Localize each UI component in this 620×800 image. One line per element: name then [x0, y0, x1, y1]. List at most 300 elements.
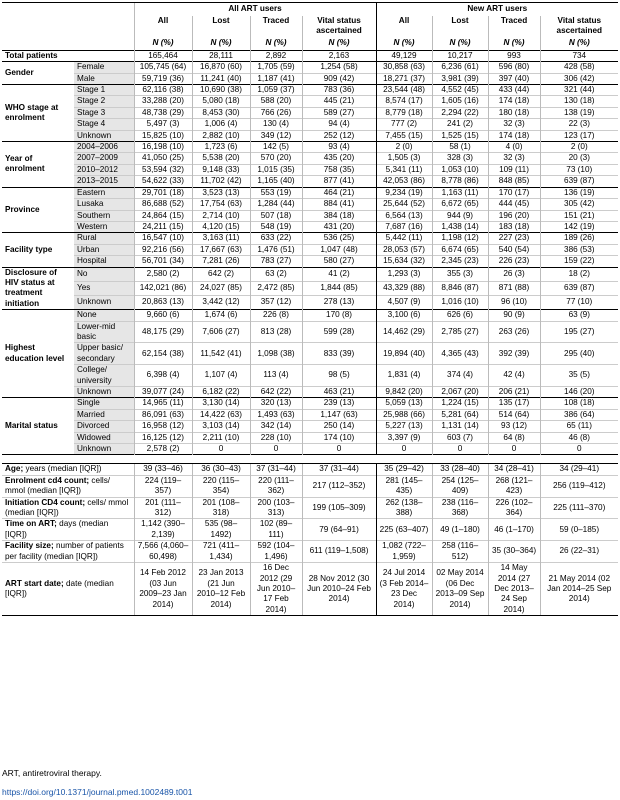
table-row [2, 365, 618, 387]
subcategory-label: Yes [74, 281, 134, 295]
subcategory-label: Stage 4 [74, 119, 134, 130]
table-cell: 1,505 (3) [376, 153, 432, 164]
table-row [2, 130, 618, 141]
table-row [2, 176, 618, 187]
table-cell: 254 (125–409) [432, 475, 488, 497]
n-percent-label: N (%) [134, 37, 192, 51]
table-cell: 226 (102–364) [488, 497, 540, 519]
table-cell: 228 (10) [250, 432, 302, 443]
table-cell: 225 (63–407) [376, 519, 432, 541]
table-cell: 1,163 (11) [432, 187, 488, 198]
table-cell: 5,227 (13) [376, 421, 432, 432]
subcategory-label: Hospital [74, 256, 134, 267]
table-cell: 28,053 (57) [376, 244, 432, 255]
table-cell: 62,154 (38) [134, 343, 192, 365]
table-cell: 2,580 (2) [134, 267, 192, 281]
table-cell: 263 (26) [488, 321, 540, 343]
table-cell: 63 (9) [540, 310, 618, 321]
table-cell: 62,116 (38) [134, 85, 192, 96]
table-cell: 201 (108–318) [192, 497, 250, 519]
category-label: Gender [2, 62, 74, 85]
table-cell: 540 (54) [488, 244, 540, 255]
table-cell: 37 (31–44) [250, 464, 302, 475]
table-row [2, 187, 618, 198]
stat-label-rest: cells/ mmol (median [IQR]) [5, 497, 129, 518]
table-cell: 0 [302, 444, 376, 455]
table-cell: 58 (1) [432, 142, 488, 153]
column-header: All [376, 16, 432, 37]
table-cell: 1,198 (12) [432, 233, 488, 244]
table-cell: 23 Jan 2013 (21 Jun 2010–12 Feb 2014) [192, 563, 250, 616]
table-cell: 1,142 (390–2,139) [134, 519, 192, 541]
table-cell: 35 (5) [540, 365, 618, 387]
table-cell: 2 (0) [376, 142, 432, 153]
table-cell: 7,281 (26) [192, 256, 250, 267]
table-cell: 102 (89–111) [250, 519, 302, 541]
table-cell: 8,846 (87) [432, 281, 488, 295]
subcategory-label: Female [74, 62, 134, 73]
table-cell: 9,234 (19) [376, 187, 432, 198]
table-cell: 342 (14) [250, 421, 302, 432]
table-cell: 0 [432, 444, 488, 455]
table-cell: 374 (4) [432, 365, 488, 387]
table-cell: 777 (2) [376, 119, 432, 130]
subcategory-label: 2007–2009 [74, 153, 134, 164]
table-cell: 2,211 (10) [192, 432, 250, 443]
table-cell: 2,785 (27) [432, 321, 488, 343]
subcategory-label: Divorced [74, 421, 134, 432]
table-cell: 2,714 (10) [192, 210, 250, 221]
table-cell: 813 (28) [250, 321, 302, 343]
table-cell: 142 (5) [250, 142, 302, 153]
table-cell: 17,754 (63) [192, 199, 250, 210]
table-cell: 392 (39) [488, 343, 540, 365]
table-cell: 189 (26) [540, 233, 618, 244]
table-cell: 8,778 (86) [432, 176, 488, 187]
table-cell: 580 (27) [302, 256, 376, 267]
table-cell: 48,738 (29) [134, 107, 192, 118]
table-row [2, 153, 618, 164]
table-cell: 2,163 [302, 50, 376, 61]
table-cell: 783 (36) [302, 85, 376, 96]
table-cell: 49 (1–180) [432, 519, 488, 541]
table-cell: 1,015 (35) [250, 164, 302, 175]
table-cell: 224 (119–357) [134, 475, 192, 497]
subcategory-label: Western [74, 221, 134, 232]
table-cell: 26 (3) [488, 267, 540, 281]
table-cell: 34 (28–41) [488, 464, 540, 475]
table-cell: 589 (27) [302, 107, 376, 118]
table-row [2, 119, 618, 130]
table-cell: 130 (18) [540, 96, 618, 107]
table-cell: 5,538 (20) [192, 153, 250, 164]
table-cell: 734 [540, 50, 618, 61]
subcategory-label: Single [74, 398, 134, 409]
table-cell: 6,182 (22) [192, 387, 250, 398]
table-cell: 35 (29–42) [376, 464, 432, 475]
table-cell: 3,523 (13) [192, 187, 250, 198]
table-cell: 6,236 (61) [432, 62, 488, 73]
table-cell: 56,701 (34) [134, 256, 192, 267]
stat-row [2, 519, 618, 541]
table-cell: 46 (1–170) [488, 519, 540, 541]
table-row [2, 244, 618, 255]
table-cell: 4,552 (45) [432, 85, 488, 96]
column-header: Vital status ascertained [540, 16, 618, 37]
table-cell: 24,211 (15) [134, 221, 192, 232]
table-cell: 2,067 (20) [432, 387, 488, 398]
table-cell: 871 (88) [488, 281, 540, 295]
table-cell: 7,687 (16) [376, 221, 432, 232]
table-cell: 33 (28–40) [432, 464, 488, 475]
table-cell: 39,077 (24) [134, 387, 192, 398]
table-cell: 464 (21) [302, 187, 376, 198]
table-cell: 46 (8) [540, 432, 618, 443]
category-label: WHO stage at enrolment [2, 85, 74, 142]
category-label: Year of enrolment [2, 142, 74, 188]
table-cell: 108 (18) [540, 398, 618, 409]
table-cell: 0 [250, 444, 302, 455]
doi-link[interactable]: https://doi.org/10.1371/journal.pmed.1002489.t001 [2, 787, 193, 797]
category-label: Facility type [2, 233, 74, 267]
table-cell: 1,053 (10) [432, 164, 488, 175]
table-cell: 42 (4) [488, 365, 540, 387]
table-cell: 63 (2) [250, 267, 302, 281]
table-cell: 386 (64) [540, 409, 618, 420]
table-cell: 357 (12) [250, 295, 302, 309]
table-row [2, 421, 618, 432]
table-cell: 1,493 (63) [250, 409, 302, 420]
table-cell: 30,858 (63) [376, 62, 432, 73]
table-cell: 6,672 (65) [432, 199, 488, 210]
table-cell: 1,147 (63) [302, 409, 376, 420]
table-cell: 993 [488, 50, 540, 61]
table-row [2, 281, 618, 295]
table-cell: 94 (4) [302, 119, 376, 130]
table-cell: 201 (111–312) [134, 497, 192, 519]
table-cell: 877 (41) [302, 176, 376, 187]
table-cell: 93 (12) [488, 421, 540, 432]
table-cell: 10,690 (38) [192, 85, 250, 96]
table-cell: 199 (105–309) [302, 497, 376, 519]
subcategory-label: Unknown [74, 444, 134, 455]
category-label: Disclosure of HIV status at treatment initiation [2, 267, 74, 310]
table-row [2, 409, 618, 420]
stat-label-rest: days (median [IQR]) [5, 519, 109, 539]
table-cell: 7,566 (4,060–60,498) [134, 541, 192, 563]
table-cell: 262 (138–388) [376, 497, 432, 519]
table-row [2, 310, 618, 321]
table-cell: 435 (20) [302, 153, 376, 164]
table-cell: 295 (40) [540, 343, 618, 365]
table-cell: 59 (0–185) [540, 519, 618, 541]
table-cell: 79 (64–91) [302, 519, 376, 541]
table-cell: 90 (9) [488, 310, 540, 321]
table-cell: 5,442 (11) [376, 233, 432, 244]
table-row [2, 62, 618, 73]
table-cell: 180 (18) [488, 107, 540, 118]
table-cell: 98 (5) [302, 365, 376, 387]
table-cell: 43,329 (88) [376, 281, 432, 295]
table-cell: 225 (111–370) [540, 497, 618, 519]
table-row [2, 398, 618, 409]
table-cell: 386 (53) [540, 244, 618, 255]
subcategory-label: Married [74, 409, 134, 420]
table-cell: 611 (119–1,508) [302, 541, 376, 563]
table-cell: 8,453 (30) [192, 107, 250, 118]
subcategory-label: Unknown [74, 387, 134, 398]
table-cell: 39 (33–46) [134, 464, 192, 475]
subcategory-label: Male [74, 73, 134, 84]
table-cell: 64 (8) [488, 432, 540, 443]
subcategory-label: Rural [74, 233, 134, 244]
table-cell: 5,281 (64) [432, 409, 488, 420]
table-cell: 4,120 (15) [192, 221, 250, 232]
all-art-header: All ART users [134, 3, 376, 17]
table-cell: 02 May 2014 (06 Dec 2013–09 Sep 2014) [432, 563, 488, 616]
table-cell: 5,341 (11) [376, 164, 432, 175]
table-cell: 54,622 (33) [134, 176, 192, 187]
table-cell: 196 (20) [488, 210, 540, 221]
table-cell: 507 (18) [250, 210, 302, 221]
table-cell: 9,842 (20) [376, 387, 432, 398]
table-cell: 11,241 (40) [192, 73, 250, 84]
n-percent-label: N (%) [192, 37, 250, 51]
table-cell: 3,103 (14) [192, 421, 250, 432]
table-cell: 1,082 (722–1,959) [376, 541, 432, 563]
subcategory-label: 2010–2012 [74, 164, 134, 175]
subcategory-label: Eastern [74, 187, 134, 198]
table-cell: 642 (2) [192, 267, 250, 281]
table-cell: 8,574 (17) [376, 96, 432, 107]
column-header: Traced [250, 16, 302, 37]
table-cell: 65 (11) [540, 421, 618, 432]
table-row [2, 444, 618, 455]
table-cell: 159 (22) [540, 256, 618, 267]
table-cell: 16 Dec 2012 (29 Jun 2010–17 Feb 2014) [250, 563, 302, 616]
table-cell: 226 (8) [250, 310, 302, 321]
table-cell: 397 (40) [488, 73, 540, 84]
subcategory-label: College/ university [74, 365, 134, 387]
table-cell: 328 (3) [432, 153, 488, 164]
table-cell: 14,965 (11) [134, 398, 192, 409]
stat-label [2, 464, 134, 475]
table-cell: 5,080 (18) [192, 96, 250, 107]
stat-label-rest: number of patients per facility (median [IQR]) [5, 541, 124, 561]
table-cell: 445 (21) [302, 96, 376, 107]
table-cell: 428 (58) [540, 62, 618, 73]
subcategory-label: Stage 1 [74, 85, 134, 96]
table-cell: 570 (20) [250, 153, 302, 164]
subcategory-label: Unknown [74, 130, 134, 141]
table-row [2, 73, 618, 84]
column-header: Traced [488, 16, 540, 37]
table-cell: 278 (13) [302, 295, 376, 309]
table-cell: 2,294 (22) [432, 107, 488, 118]
table-cell: 18 (2) [540, 267, 618, 281]
table-cell: 24,027 (85) [192, 281, 250, 295]
table-cell: 766 (26) [250, 107, 302, 118]
subcategory-label: Unknown [74, 295, 134, 309]
subcategory-label: Urban [74, 244, 134, 255]
stat-label-bold: ART start date; [5, 578, 64, 588]
table-cell: 146 (20) [540, 387, 618, 398]
table-cell: 36 (30–43) [192, 464, 250, 475]
table-cell: 355 (3) [432, 267, 488, 281]
table-cell: 2,345 (23) [432, 256, 488, 267]
table-cell: 34 (29–41) [540, 464, 618, 475]
stat-label-bold: Time on ART; [5, 519, 57, 529]
table-cell: 93 (4) [302, 142, 376, 153]
table-cell: 113 (4) [250, 365, 302, 387]
table-cell: 138 (19) [540, 107, 618, 118]
table-cell: 0 [488, 444, 540, 455]
subcategory-label: None [74, 310, 134, 321]
table-cell: 7,455 (15) [376, 130, 432, 141]
table-cell: 220 (111–362) [250, 475, 302, 497]
table-cell: 306 (42) [540, 73, 618, 84]
table-cell: 174 (18) [488, 130, 540, 141]
table-cell: 14 Feb 2012 (03 Jun 2009–23 Jan 2014) [134, 563, 192, 616]
table-cell: 6,398 (4) [134, 365, 192, 387]
table-cell: 226 (23) [488, 256, 540, 267]
category-label: Marital status [2, 398, 74, 455]
table-cell: 1,224 (15) [432, 398, 488, 409]
table-cell: 15,634 (32) [376, 256, 432, 267]
table-cell: 170 (8) [302, 310, 376, 321]
stat-row [2, 497, 618, 519]
table-cell: 596 (80) [488, 62, 540, 73]
subcategory-label: Southern [74, 210, 134, 221]
table-cell: 9,148 (33) [192, 164, 250, 175]
table-cell: 258 (116–512) [432, 541, 488, 563]
table-cell: 183 (18) [488, 221, 540, 232]
stat-row [2, 475, 618, 497]
table-cell: 1,438 (14) [432, 221, 488, 232]
table-row [2, 210, 618, 221]
footnote: ART, antiretroviral therapy. [2, 768, 102, 778]
table-cell: 0 [540, 444, 618, 455]
table-row [2, 295, 618, 309]
table-cell: 15,825 (10) [134, 130, 192, 141]
table-cell: 135 (17) [488, 398, 540, 409]
table-cell: 4 (0) [488, 142, 540, 153]
column-header: Lost [432, 16, 488, 37]
table-cell: 32 (3) [488, 119, 540, 130]
table-row [2, 142, 618, 153]
table-cell: 123 (17) [540, 130, 618, 141]
table-cell: 25,988 (66) [376, 409, 432, 420]
table-cell: 16,198 (10) [134, 142, 192, 153]
table-cell: 639 (87) [540, 176, 618, 187]
table-cell: 536 (25) [302, 233, 376, 244]
table-row [2, 343, 618, 365]
table-cell: 1,098 (38) [250, 343, 302, 365]
table-cell: 16,547 (10) [134, 233, 192, 244]
table-cell: 32 (3) [488, 153, 540, 164]
column-header: All [134, 16, 192, 37]
category-label: Highest education level [2, 310, 74, 398]
table-cell: 633 (22) [250, 233, 302, 244]
table-cell: 252 (12) [302, 130, 376, 141]
table-cell: 1,293 (3) [376, 267, 432, 281]
table-cell: 1,016 (10) [432, 295, 488, 309]
section-gap [2, 455, 618, 464]
table-cell: 217 (112–352) [302, 475, 376, 497]
stat-label-bold: Age; [5, 464, 24, 474]
table-cell: 2 (0) [540, 142, 618, 153]
table-cell: 96 (10) [488, 295, 540, 309]
table-cell: 53,594 (32) [134, 164, 192, 175]
new-art-header: New ART users [376, 3, 618, 17]
table-cell: 33,288 (20) [134, 96, 192, 107]
table-cell: 29,701 (18) [134, 187, 192, 198]
table-cell: 1,006 (4) [192, 119, 250, 130]
table-row [2, 321, 618, 343]
table-cell: 4,507 (9) [376, 295, 432, 309]
stat-row [2, 541, 618, 563]
table-cell: 3,442 (12) [192, 295, 250, 309]
table-cell: 721 (411–1,434) [192, 541, 250, 563]
table-cell: 281 (145–435) [376, 475, 432, 497]
table-cell: 444 (45) [488, 199, 540, 210]
table-cell: 35 (30–364) [488, 541, 540, 563]
n-percent-label: N (%) [432, 37, 488, 51]
table-row [2, 267, 618, 281]
table-cell: 639 (87) [540, 281, 618, 295]
table-cell: 548 (19) [250, 221, 302, 232]
table-cell: 514 (64) [488, 409, 540, 420]
table-cell: 11,542 (41) [192, 343, 250, 365]
table-cell: 1,844 (85) [302, 281, 376, 295]
table-cell: 1,107 (4) [192, 365, 250, 387]
table-cell: 170 (17) [488, 187, 540, 198]
n-percent-label: N (%) [488, 37, 540, 51]
table-cell: 5,059 (13) [376, 398, 432, 409]
table-cell: 1,674 (6) [192, 310, 250, 321]
table-cell: 626 (6) [432, 310, 488, 321]
table-cell: 256 (119–412) [540, 475, 618, 497]
table-cell: 238 (116–368) [432, 497, 488, 519]
table-cell: 21 May 2014 (02 Jan 2014–25 Sep 2014) [540, 563, 618, 616]
table-cell: 592 (104–1,496) [250, 541, 302, 563]
table-cell: 642 (22) [250, 387, 302, 398]
data-table [2, 2, 618, 616]
stat-label [2, 497, 134, 519]
n-percent-label: N (%) [250, 37, 302, 51]
table-row [2, 233, 618, 244]
subcategory-label: Stage 2 [74, 96, 134, 107]
table-cell: 431 (20) [302, 221, 376, 232]
table-cell: 1,284 (44) [250, 199, 302, 210]
table-cell: 41 (2) [302, 267, 376, 281]
table-cell: 20,863 (13) [134, 295, 192, 309]
table-row [2, 107, 618, 118]
table-cell: 7,606 (27) [192, 321, 250, 343]
table-cell: 1,705 (59) [250, 62, 302, 73]
table-cell: 1,059 (37) [250, 85, 302, 96]
table-cell: 305 (42) [540, 199, 618, 210]
table-cell: 24 Jul 2014 (3 Feb 2014–23 Dec 2014) [376, 563, 432, 616]
table-cell: 553 (19) [250, 187, 302, 198]
table-cell: 1,187 (41) [250, 73, 302, 84]
table-cell: 206 (21) [488, 387, 540, 398]
table-cell: 833 (39) [302, 343, 376, 365]
stat-label [2, 475, 134, 497]
n-percent-label: N (%) [302, 37, 376, 51]
table-cell: 588 (20) [250, 96, 302, 107]
table-cell: 909 (42) [302, 73, 376, 84]
